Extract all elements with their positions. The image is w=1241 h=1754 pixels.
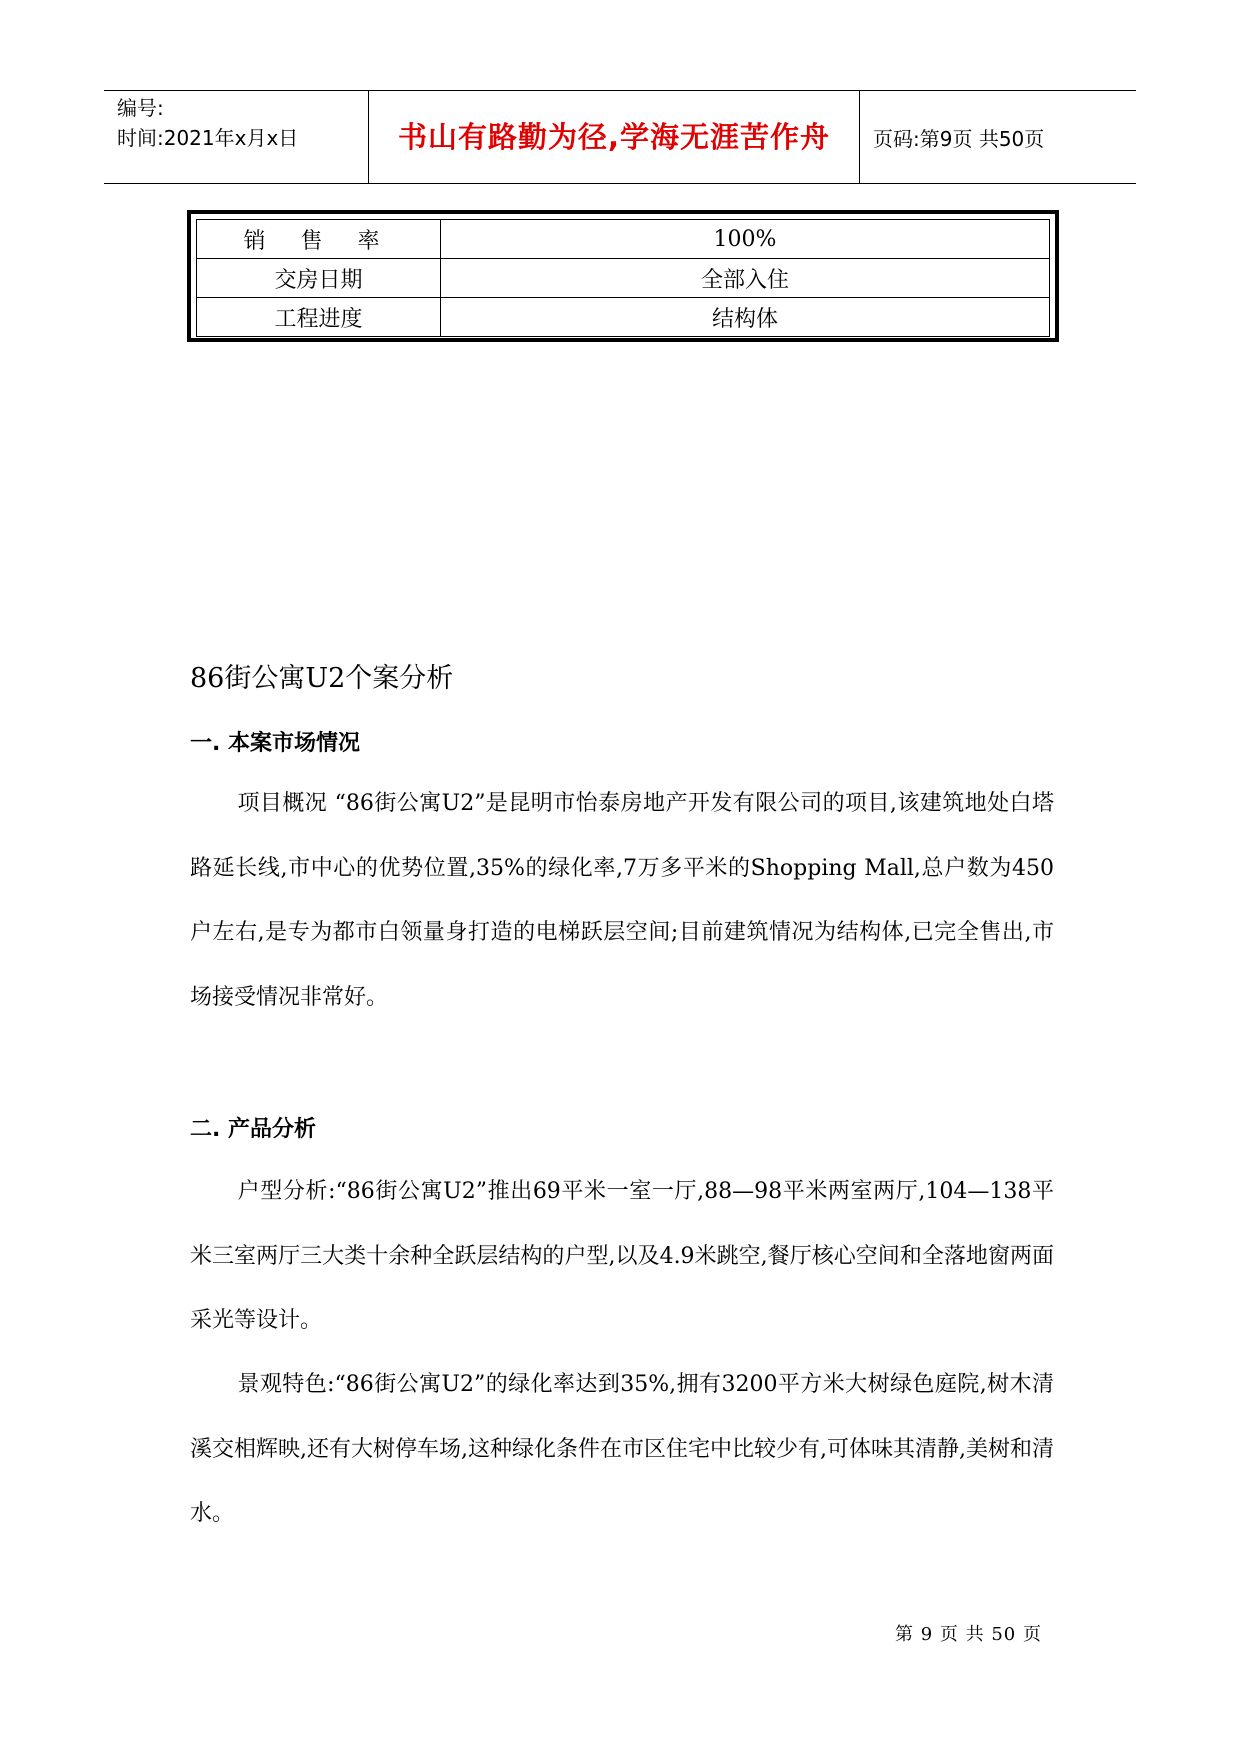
project-info-table xyxy=(187,210,1059,342)
table-cell-label: 工程进度 xyxy=(197,298,441,337)
table-cell-label: 销 售 率 xyxy=(197,220,441,259)
table-row xyxy=(197,220,1050,259)
header-page-info: 页码:第9页 共50页 xyxy=(873,127,1045,151)
header-divider-right xyxy=(859,90,860,184)
project-info-grid xyxy=(196,219,1050,337)
table-cell-value: 全部入住 xyxy=(441,259,1050,298)
header-bottom-rule xyxy=(104,183,1136,184)
paragraph-text: 项目概况 “86街公寓U2”是昆明市怡泰房地产开发有限公司的项目,该建筑地处白塔路延长线,市中心的优势位置,35%的绿化率,7万多平米的Shopping Mall,总户数为450户左右,是专为都市白领量身打造的电梯跃层空间;目前建筑情况为结构体,已完全售出,市场接受情况非常好。 xyxy=(190,791,1054,1010)
header-number: 编号: xyxy=(117,96,164,120)
header-motto: 书山有路勤为径,学海无涯苦作舟 xyxy=(397,120,831,154)
section-heading-market: 一. 本案市场情况 xyxy=(190,731,361,756)
table-cell-label: 交房日期 xyxy=(197,259,441,298)
paragraph-layout-analysis xyxy=(190,1160,1054,1354)
paragraph-landscape xyxy=(190,1353,1054,1547)
footer-page-number: 第 9 页 共 50 页 xyxy=(895,1624,1042,1645)
section-heading-product: 二. 产品分析 xyxy=(190,1117,317,1142)
table-cell-value: 结构体 xyxy=(441,298,1050,337)
document-title: 86街公寓U2个案分析 xyxy=(190,663,454,694)
table-cell-value: 100% xyxy=(441,220,1050,259)
paragraph-text: 景观特色:“86街公寓U2”的绿化率达到35%,拥有3200平方米大树绿色庭院,树木清溪交相辉映,还有大树停车场,这种绿化条件在市区住宅中比较少有,可体味其清静,美树和清水。 xyxy=(190,1372,1054,1526)
table-row xyxy=(197,298,1050,337)
header-time: 时间:2021年x月x日 xyxy=(117,126,299,150)
table-row xyxy=(197,259,1050,298)
paragraph-market-overview xyxy=(190,772,1054,1030)
header-top-rule xyxy=(104,90,1136,91)
header-meta xyxy=(117,93,298,153)
paragraph-text: 户型分析:“86街公寓U2”推出69平米一室一厅,88—98平米两室两厅,104—138平米三室两厅三大类十余种全跃层结构的户型,以及4.9米跳空,餐厅核心空间和全落地窗两面采光等设计。 xyxy=(190,1179,1054,1333)
